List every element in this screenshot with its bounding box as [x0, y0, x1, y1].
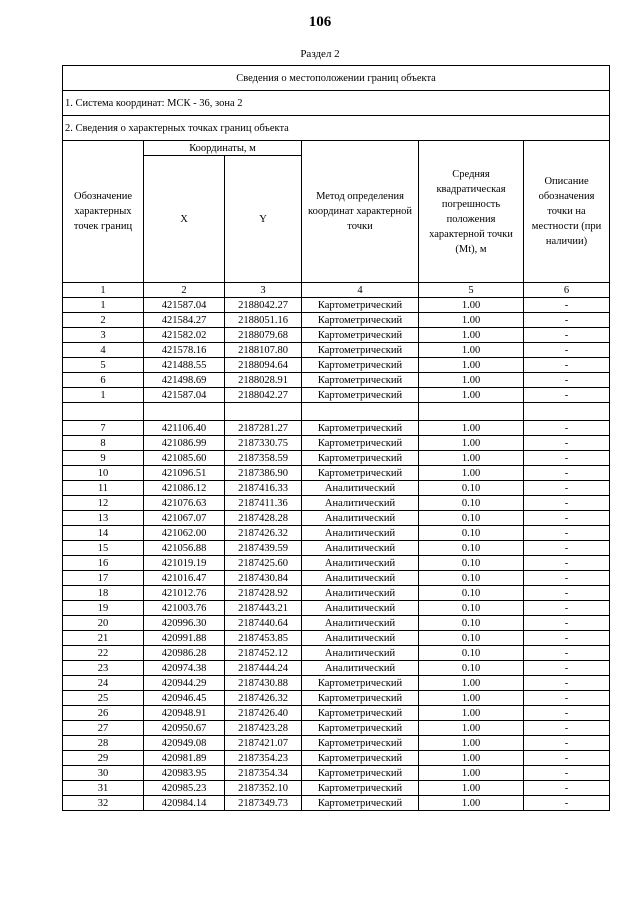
point-number: 10: [63, 466, 144, 481]
method: Аналитический: [302, 616, 419, 631]
mean-error: 1.00: [419, 388, 524, 403]
header-method: Метод определения координат характерной точки: [302, 141, 419, 283]
x-coordinate: 421062.00: [144, 526, 225, 541]
mean-error: 0.10: [419, 541, 524, 556]
method: Картометрический: [302, 436, 419, 451]
point-number: 8: [63, 436, 144, 451]
description: -: [524, 298, 610, 313]
mean-error: 0.10: [419, 646, 524, 661]
page-number: 106: [308, 14, 332, 30]
point-number: 17: [63, 571, 144, 586]
y-coordinate: 2188079.68: [225, 328, 302, 343]
empty-cell: [419, 403, 524, 421]
description: -: [524, 466, 610, 481]
y-coordinate: 2187281.27: [225, 421, 302, 436]
mean-error: 1.00: [419, 751, 524, 766]
description: -: [524, 796, 610, 811]
x-coordinate: 421076.63: [144, 496, 225, 511]
y-coordinate: 2187349.73: [225, 796, 302, 811]
point-number: 6: [63, 373, 144, 388]
description: -: [524, 781, 610, 796]
point-number: 4: [63, 343, 144, 358]
method: Картометрический: [302, 691, 419, 706]
y-coordinate: 2188094.64: [225, 358, 302, 373]
mean-error: 1.00: [419, 766, 524, 781]
method: Картометрический: [302, 766, 419, 781]
description: -: [524, 646, 610, 661]
empty-cell: [524, 403, 610, 421]
mean-error: 0.10: [419, 481, 524, 496]
method: Картометрический: [302, 751, 419, 766]
empty-cell: [302, 403, 419, 421]
x-coordinate: 421488.55: [144, 358, 225, 373]
mean-error: 1.00: [419, 721, 524, 736]
column-number: 4: [302, 283, 419, 298]
mean-error: 1.00: [419, 691, 524, 706]
mean-error: 1.00: [419, 298, 524, 313]
method: Картометрический: [302, 358, 419, 373]
description: -: [524, 541, 610, 556]
method: Аналитический: [302, 481, 419, 496]
point-number: 21: [63, 631, 144, 646]
x-coordinate: 421003.76: [144, 601, 225, 616]
point-number: 12: [63, 496, 144, 511]
column-number: 2: [144, 283, 225, 298]
table-row: [63, 706, 610, 721]
table-row: [63, 526, 610, 541]
x-coordinate: 421106.40: [144, 421, 225, 436]
method: Аналитический: [302, 586, 419, 601]
x-coordinate: 420946.45: [144, 691, 225, 706]
method: Аналитический: [302, 646, 419, 661]
description: -: [524, 388, 610, 403]
x-coordinate: 420974.38: [144, 661, 225, 676]
x-coordinate: 421584.27: [144, 313, 225, 328]
description: -: [524, 616, 610, 631]
x-coordinate: 420981.89: [144, 751, 225, 766]
point-number: 19: [63, 601, 144, 616]
y-coordinate: 2187386.90: [225, 466, 302, 481]
x-coordinate: 421012.76: [144, 586, 225, 601]
method: Картометрический: [302, 373, 419, 388]
table-row: [63, 601, 610, 616]
mean-error: 0.10: [419, 571, 524, 586]
point-number: 28: [63, 736, 144, 751]
x-coordinate: 421587.04: [144, 298, 225, 313]
point-number: 20: [63, 616, 144, 631]
y-coordinate: 2188042.27: [225, 298, 302, 313]
description: -: [524, 631, 610, 646]
method: Картометрический: [302, 466, 419, 481]
x-coordinate: 421587.04: [144, 388, 225, 403]
table-row: [63, 436, 610, 451]
table-row: [63, 451, 610, 466]
y-coordinate: 2187358.59: [225, 451, 302, 466]
mean-error: 1.00: [419, 373, 524, 388]
x-coordinate: 420949.08: [144, 736, 225, 751]
x-coordinate: 421085.60: [144, 451, 225, 466]
y-coordinate: 2187330.75: [225, 436, 302, 451]
mean-error: 1.00: [419, 313, 524, 328]
x-coordinate: 420983.95: [144, 766, 225, 781]
method: Аналитический: [302, 556, 419, 571]
point-number: 18: [63, 586, 144, 601]
y-coordinate: 2187352.10: [225, 781, 302, 796]
table-row: [63, 691, 610, 706]
table-title: Сведения о местоположении границ объекта: [63, 66, 610, 91]
table-row: [63, 676, 610, 691]
y-coordinate: 2188028.91: [225, 373, 302, 388]
method: Картометрический: [302, 313, 419, 328]
method: Аналитический: [302, 631, 419, 646]
x-coordinate: 421096.51: [144, 466, 225, 481]
table-row: [63, 556, 610, 571]
point-number: 11: [63, 481, 144, 496]
table-row: [63, 373, 610, 388]
point-number: 25: [63, 691, 144, 706]
y-coordinate: 2187354.23: [225, 751, 302, 766]
table-row: [63, 571, 610, 586]
description: -: [524, 751, 610, 766]
description: -: [524, 706, 610, 721]
y-coordinate: 2187443.21: [225, 601, 302, 616]
y-coordinate: 2188051.16: [225, 313, 302, 328]
description: -: [524, 586, 610, 601]
description: -: [524, 766, 610, 781]
table-row: [63, 421, 610, 436]
description: -: [524, 511, 610, 526]
mean-error: 1.00: [419, 451, 524, 466]
table-row: [63, 358, 610, 373]
point-number: 30: [63, 766, 144, 781]
mean-error: 1.00: [419, 736, 524, 751]
point-number: 5: [63, 358, 144, 373]
method: Картометрический: [302, 721, 419, 736]
x-coordinate: 420996.30: [144, 616, 225, 631]
method: Картометрический: [302, 343, 419, 358]
empty-cell: [63, 403, 144, 421]
description: -: [524, 421, 610, 436]
point-number: 26: [63, 706, 144, 721]
point-number: 23: [63, 661, 144, 676]
header-description: Описание обозначения точки на местности (при наличии): [524, 141, 610, 283]
description: -: [524, 556, 610, 571]
method: Аналитический: [302, 661, 419, 676]
table-row: [63, 298, 610, 313]
header-coordinates: Координаты, м: [144, 141, 302, 156]
description: -: [524, 436, 610, 451]
table-row: [63, 496, 610, 511]
table-row: [63, 328, 610, 343]
y-coordinate: 2187428.28: [225, 511, 302, 526]
method: Картометрический: [302, 451, 419, 466]
point-number: 32: [63, 796, 144, 811]
mean-error: 1.00: [419, 343, 524, 358]
description: -: [524, 373, 610, 388]
y-coordinate: 2187430.84: [225, 571, 302, 586]
table-row: [63, 511, 610, 526]
method: Картометрический: [302, 388, 419, 403]
table-row: [63, 646, 610, 661]
description: -: [524, 451, 610, 466]
description: -: [524, 313, 610, 328]
header-y: Y: [225, 156, 302, 283]
table-row: [63, 736, 610, 751]
y-coordinate: 2188042.27: [225, 388, 302, 403]
mean-error: 0.10: [419, 556, 524, 571]
column-numbers-row: [63, 283, 610, 298]
y-coordinate: 2187354.34: [225, 766, 302, 781]
table-row: [63, 616, 610, 631]
y-coordinate: 2187430.88: [225, 676, 302, 691]
x-coordinate: 421582.02: [144, 328, 225, 343]
table-row: [63, 721, 610, 736]
mean-error: 0.10: [419, 586, 524, 601]
mean-error: 0.10: [419, 616, 524, 631]
table-row: [63, 466, 610, 481]
table-row: [63, 751, 610, 766]
description: -: [524, 343, 610, 358]
y-coordinate: 2187426.32: [225, 691, 302, 706]
description: -: [524, 691, 610, 706]
x-coordinate: 420948.91: [144, 706, 225, 721]
method: Картометрический: [302, 676, 419, 691]
section-label: Раздел 2: [300, 48, 340, 60]
x-coordinate: 420984.14: [144, 796, 225, 811]
method: Картометрический: [302, 781, 419, 796]
y-coordinate: 2187426.40: [225, 706, 302, 721]
x-coordinate: 421086.12: [144, 481, 225, 496]
y-coordinate: 2187425.60: [225, 556, 302, 571]
y-coordinate: 2187428.92: [225, 586, 302, 601]
table-row: [63, 631, 610, 646]
mean-error: 1.00: [419, 421, 524, 436]
points-heading: 2. Сведения о характерных точках границ объекта: [63, 116, 610, 141]
description: -: [524, 571, 610, 586]
method: Аналитический: [302, 526, 419, 541]
column-number: 5: [419, 283, 524, 298]
x-coordinate: 420991.88: [144, 631, 225, 646]
table-row: [63, 343, 610, 358]
point-number: 1: [63, 298, 144, 313]
mean-error: 1.00: [419, 328, 524, 343]
y-coordinate: 2187421.07: [225, 736, 302, 751]
x-coordinate: 421578.16: [144, 343, 225, 358]
x-coordinate: 421019.19: [144, 556, 225, 571]
column-number: 3: [225, 283, 302, 298]
point-number: 24: [63, 676, 144, 691]
point-number: 3: [63, 328, 144, 343]
header-x: X: [144, 156, 225, 283]
description: -: [524, 601, 610, 616]
coordinate-system: 1. Система координат: МСК - 36, зона 2: [63, 91, 610, 116]
mean-error: 1.00: [419, 676, 524, 691]
point-number: 1: [63, 388, 144, 403]
point-number: 9: [63, 451, 144, 466]
y-coordinate: 2187416.33: [225, 481, 302, 496]
description: -: [524, 661, 610, 676]
y-coordinate: 2187444.24: [225, 661, 302, 676]
x-coordinate: 421498.69: [144, 373, 225, 388]
y-coordinate: 2188107.80: [225, 343, 302, 358]
x-coordinate: 421067.07: [144, 511, 225, 526]
method: Аналитический: [302, 496, 419, 511]
point-number: 2: [63, 313, 144, 328]
mean-error: 0.10: [419, 661, 524, 676]
description: -: [524, 481, 610, 496]
mean-error: 0.10: [419, 526, 524, 541]
point-number: 29: [63, 751, 144, 766]
x-coordinate: 421086.99: [144, 436, 225, 451]
x-coordinate: 420950.67: [144, 721, 225, 736]
mean-error: 1.00: [419, 436, 524, 451]
description: -: [524, 676, 610, 691]
y-coordinate: 2187439.59: [225, 541, 302, 556]
description: -: [524, 721, 610, 736]
header-designation: Обозначение характерных точек границ: [63, 141, 144, 283]
header-error: Средняя квадратическая погрешность положения характерной точки (Mt), м: [419, 141, 524, 283]
x-coordinate: 420986.28: [144, 646, 225, 661]
table-row: [63, 661, 610, 676]
point-number: 14: [63, 526, 144, 541]
method: Аналитический: [302, 511, 419, 526]
table-row: [63, 388, 610, 403]
mean-error: 1.00: [419, 466, 524, 481]
method: Картометрический: [302, 328, 419, 343]
x-coordinate: 420944.29: [144, 676, 225, 691]
empty-cell: [225, 403, 302, 421]
y-coordinate: 2187426.32: [225, 526, 302, 541]
point-number: 7: [63, 421, 144, 436]
point-number: 13: [63, 511, 144, 526]
y-coordinate: 2187452.12: [225, 646, 302, 661]
mean-error: 1.00: [419, 796, 524, 811]
x-coordinate: 421016.47: [144, 571, 225, 586]
boundary-points-table: [62, 65, 610, 811]
table-row: [63, 541, 610, 556]
x-coordinate: 421056.88: [144, 541, 225, 556]
table-row: [63, 586, 610, 601]
description: -: [524, 358, 610, 373]
y-coordinate: 2187423.28: [225, 721, 302, 736]
column-number: 1: [63, 283, 144, 298]
mean-error: 1.00: [419, 358, 524, 373]
point-number: 16: [63, 556, 144, 571]
mean-error: 1.00: [419, 781, 524, 796]
mean-error: 0.10: [419, 601, 524, 616]
point-number: 27: [63, 721, 144, 736]
y-coordinate: 2187411.36: [225, 496, 302, 511]
y-coordinate: 2187453.85: [225, 631, 302, 646]
description: -: [524, 736, 610, 751]
y-coordinate: 2187440.64: [225, 616, 302, 631]
x-coordinate: 420985.23: [144, 781, 225, 796]
table-row: [63, 781, 610, 796]
group-separator-row: [63, 403, 610, 421]
point-number: 31: [63, 781, 144, 796]
method: Картометрический: [302, 421, 419, 436]
description: -: [524, 496, 610, 511]
method: Аналитический: [302, 571, 419, 586]
table-row: [63, 481, 610, 496]
method: Картометрический: [302, 796, 419, 811]
method: Аналитический: [302, 601, 419, 616]
description: -: [524, 328, 610, 343]
mean-error: 1.00: [419, 706, 524, 721]
method: Картометрический: [302, 736, 419, 751]
column-number: 6: [524, 283, 610, 298]
mean-error: 0.10: [419, 496, 524, 511]
method: Картометрический: [302, 706, 419, 721]
method: Картометрический: [302, 298, 419, 313]
method: Аналитический: [302, 541, 419, 556]
mean-error: 0.10: [419, 631, 524, 646]
table-row: [63, 313, 610, 328]
description: -: [524, 526, 610, 541]
table-row: [63, 766, 610, 781]
empty-cell: [144, 403, 225, 421]
point-number: 15: [63, 541, 144, 556]
mean-error: 0.10: [419, 511, 524, 526]
table-row: [63, 796, 610, 811]
point-number: 22: [63, 646, 144, 661]
